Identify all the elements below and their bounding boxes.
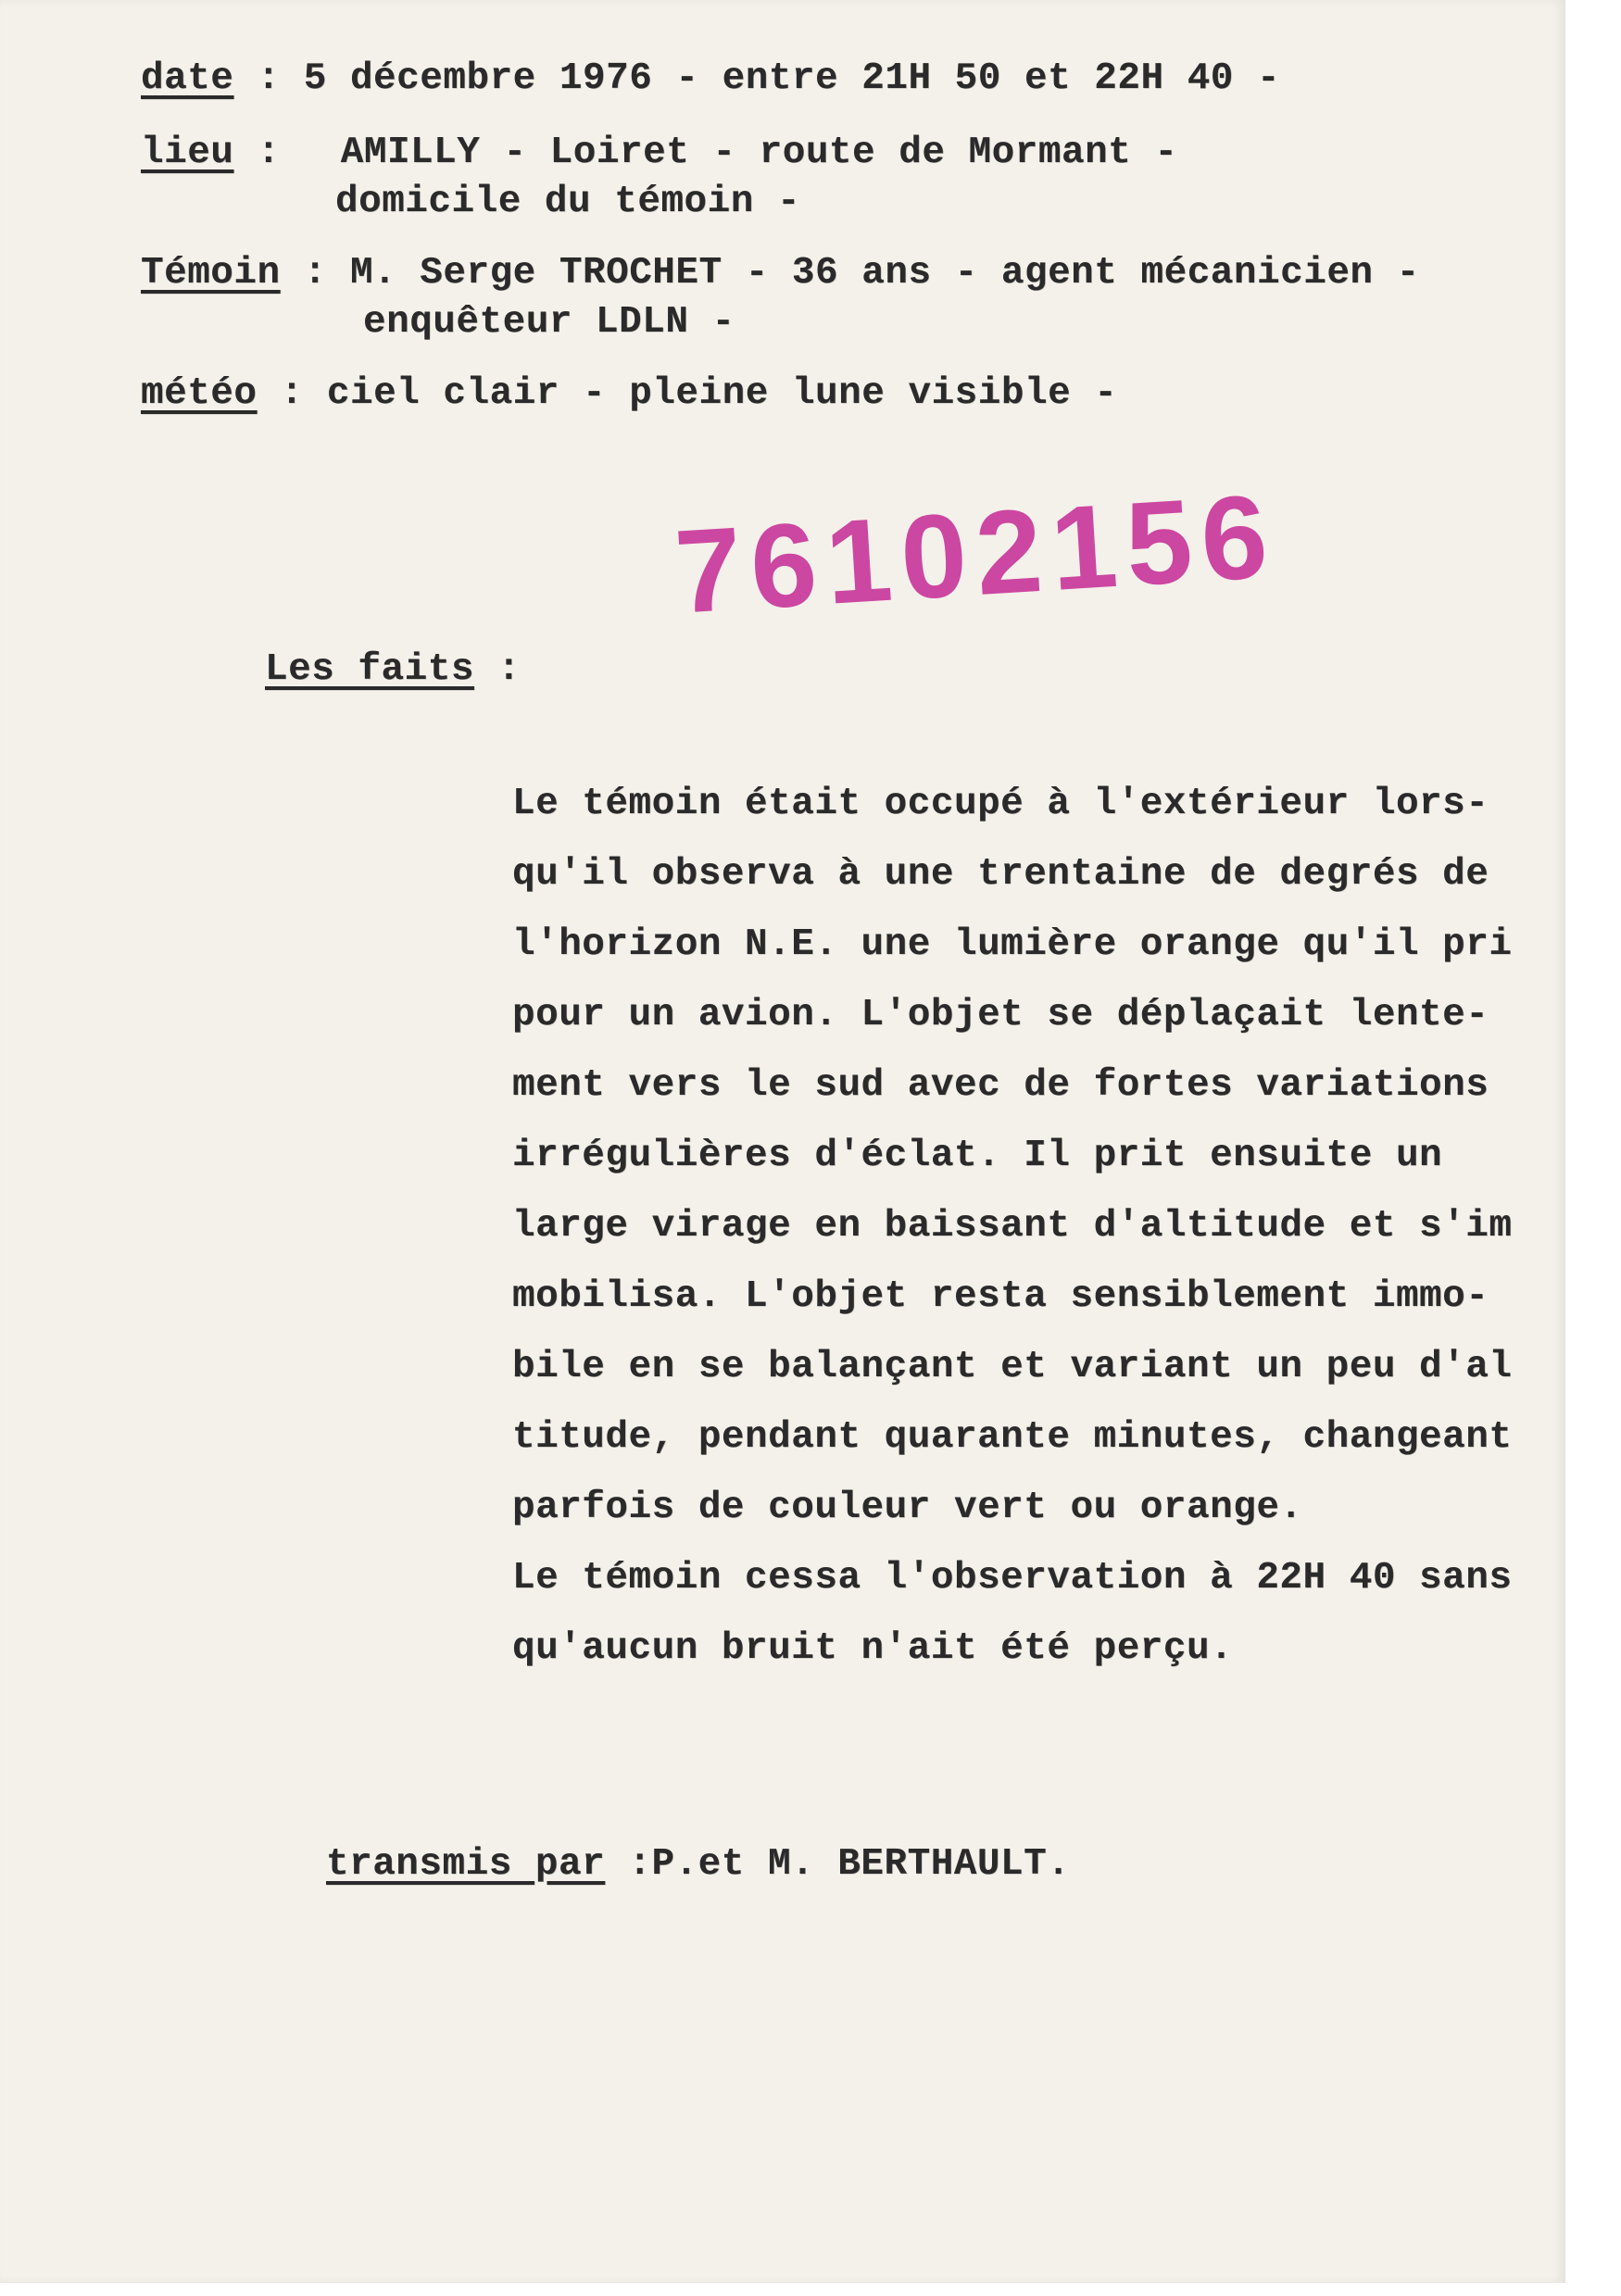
scan-edge-right — [1565, 0, 1621, 2296]
transmitted-by-value: :P.et M. BERTHAULT. — [628, 1843, 1071, 1886]
transmitted-by — [326, 1843, 1070, 1886]
field-lieu — [141, 132, 1178, 174]
facts-line: pour un avion. L'objet se déplaçait lente- — [512, 994, 1489, 1036]
facts-line: Le témoin cessa l'observation à 22H 40 sans — [512, 1557, 1513, 1600]
temoin-label: Témoin — [141, 252, 281, 295]
facts-line: l'horizon N.E. une lumière orange qu'il pri — [512, 923, 1513, 966]
field-meteo — [141, 372, 1117, 415]
meteo-separator: : — [280, 372, 304, 415]
facts-line: ment vers le sud avec de fortes variations — [512, 1064, 1489, 1107]
facts-line: qu'aucun bruit n'ait été perçu. — [512, 1627, 1234, 1670]
facts-paragraph — [512, 769, 1512, 1684]
facts-line: Le témoin était occupé à l'extérieur lors- — [512, 783, 1489, 825]
facts-line: large virage en baissant d'altitude et s'im — [512, 1205, 1513, 1248]
meteo-label: météo — [141, 372, 258, 415]
facts-line: titude, pendant quarante minutes, changeant — [512, 1416, 1513, 1459]
temoin-separator: : — [303, 252, 327, 295]
temoin-value-line2: enquêteur LDLN - — [363, 301, 735, 344]
facts-line: parfois de couleur vert ou orange. — [512, 1487, 1303, 1529]
date-value: 5 décembre 1976 - entre 21H 50 et 22H 40 - — [303, 57, 1281, 100]
section-heading-label: Les faits — [265, 648, 474, 691]
transmitted-by-label: transmis par — [326, 1843, 606, 1886]
section-heading — [265, 648, 521, 691]
lieu-value-line2: domicile du témoin - — [335, 181, 801, 223]
document-number-stamp: 76102156 — [672, 470, 1281, 639]
facts-line: mobilisa. L'objet resta sensiblement immo- — [512, 1275, 1489, 1318]
field-temoin — [141, 252, 1420, 295]
facts-line: bile en se balançant et variant un peu d'al — [512, 1346, 1513, 1388]
facts-line: irrégulières d'éclat. Il prit ensuite un — [512, 1135, 1443, 1177]
field-date — [141, 57, 1280, 100]
facts-line: qu'il observa à une trentaine de degrés de — [512, 853, 1489, 896]
lieu-separator: : — [257, 132, 281, 174]
meteo-value: ciel clair - pleine lune visible - — [326, 372, 1118, 415]
temoin-value-line1: M. Serge TROCHET - 36 ans - agent mécanicien - — [349, 252, 1420, 295]
lieu-label: lieu — [141, 132, 234, 174]
lieu-value-line1: AMILLY - Loiret - route de Mormant - — [340, 132, 1178, 174]
scan-edge-bottom — [0, 2283, 1621, 2296]
date-separator: : — [257, 57, 281, 100]
date-label: date — [141, 57, 234, 100]
section-heading-separator: : — [497, 648, 521, 691]
